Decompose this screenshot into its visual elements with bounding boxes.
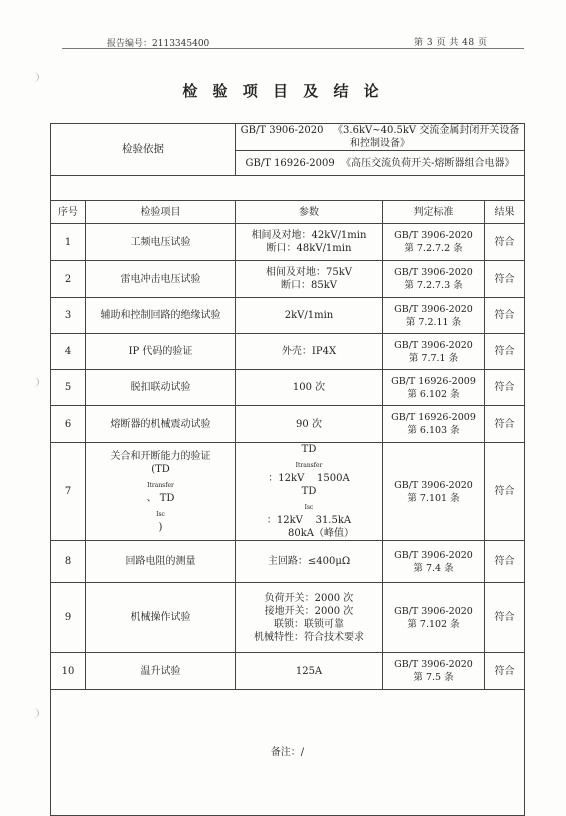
judgement-standard: GB/T 3906-2020 第 7.7.1 条 <box>383 334 485 370</box>
result: 符合 <box>485 541 525 583</box>
remarks: 备注：/ <box>51 690 525 816</box>
header-rule <box>62 48 524 49</box>
test-item: IP 代码的验证 <box>86 334 236 370</box>
judgement-standard: GB/T 16926-2009 第 6.102 条 <box>383 370 485 406</box>
table-row <box>51 406 525 443</box>
col-header-item: 检验项目 <box>86 201 236 224</box>
test-params: 100 次 <box>236 370 383 406</box>
table-row <box>51 541 525 583</box>
judgement-standard: GB/T 3906-2020 第 7.2.7.2 条 <box>383 224 485 261</box>
spacer-row <box>51 176 525 201</box>
result: 符合 <box>485 298 525 334</box>
judgement-standard: GB/T 3906-2020 第 7.2.7.3 条 <box>383 261 485 298</box>
test-item: 温升试验 <box>86 653 236 690</box>
page-info: 第 3 页 共 48 页 <box>414 38 488 48</box>
judgement-standard: GB/T 3906-2020 第 7.102 条 <box>383 583 485 653</box>
test-params: 外壳：IP4X <box>236 334 383 370</box>
test-item: 关合和开断能力的验证 (TD $_{Itransfer}$ 、 TD $_{Isc}$ ) <box>86 443 236 541</box>
table-row <box>51 653 525 690</box>
test-item: 熔断器的机械震动试验 <box>86 406 236 443</box>
result: 符合 <box>485 653 525 690</box>
test-params: 负荷开关：2000 次 接地开关：2000 次 联锁：联锁可靠 机械特性：符合技术要求 <box>236 583 383 653</box>
result: 符合 <box>485 443 525 541</box>
table-row <box>51 370 525 406</box>
col-header-result: 结果 <box>485 201 525 224</box>
test-params: 相间及对地：42kV/1min 断口：48kV/1min <box>236 224 383 261</box>
test-params: 主回路：≤400μΩ <box>236 541 383 583</box>
test-item: 回路电阻的测量 <box>86 541 236 583</box>
table-row <box>51 583 525 653</box>
report-number: 报告编号：2113345400 <box>107 39 210 49</box>
table-row <box>51 261 525 298</box>
inspection-table <box>50 123 525 816</box>
judgement-standard: GB/T 16926-2009 第 6.103 条 <box>383 406 485 443</box>
basis-standard: GB/T 3906-2020 《3.6kV~40.5kV 交流金属封闭开关设备和控制设备》 <box>236 124 525 151</box>
binding-hole-mark <box>28 377 39 387</box>
result: 符合 <box>485 261 525 298</box>
row-number: 8 <box>51 541 86 583</box>
col-header-params: 参数 <box>236 201 383 224</box>
judgement-standard: GB/T 3906-2020 第 7.101 条 <box>383 443 485 541</box>
test-params: 90 次 <box>236 406 383 443</box>
test-item: 雷电冲击电压试验 <box>86 261 236 298</box>
table-row <box>51 298 525 334</box>
result: 符合 <box>485 406 525 443</box>
page-title: 检 验 项 目 及 结 论 <box>182 82 384 100</box>
test-item: 辅助和控制回路的绝缘试验 <box>86 298 236 334</box>
basis-label: 检验依据 <box>51 124 236 176</box>
table-row <box>51 224 525 261</box>
column-header-row <box>51 201 525 224</box>
basis-row <box>51 124 525 151</box>
row-number: 5 <box>51 370 86 406</box>
test-item: 脱扣联动试验 <box>86 370 236 406</box>
judgement-standard: GB/T 3906-2020 第 7.5 条 <box>383 653 485 690</box>
row-number: 3 <box>51 298 86 334</box>
row-number: 1 <box>51 224 86 261</box>
row-number: 6 <box>51 406 86 443</box>
row-number: 4 <box>51 334 86 370</box>
judgement-standard: GB/T 3906-2020 第 7.4 条 <box>383 541 485 583</box>
result: 符合 <box>485 370 525 406</box>
row-number: 10 <box>51 653 86 690</box>
result: 符合 <box>485 334 525 370</box>
row-number: 2 <box>51 261 86 298</box>
binding-hole-mark <box>28 708 39 718</box>
col-header-no: 序号 <box>51 201 86 224</box>
test-params: 2kV/1min <box>236 298 383 334</box>
col-header-standard: 判定标准 <box>383 201 485 224</box>
test-params: TD $_{Itransfer}$ ：12kV 1500A TD $_{Isc}$ ：12kV 31.5kA 80kA（峰值） <box>236 443 383 541</box>
basis-standard: GB/T 16926-2009 《高压交流负荷开关-熔断器组合电器》 <box>236 151 525 176</box>
table-row <box>51 443 525 541</box>
test-item: 机械操作试验 <box>86 583 236 653</box>
result: 符合 <box>485 224 525 261</box>
judgement-standard: GB/T 3906-2020 第 7.2.11 条 <box>383 298 485 334</box>
row-number: 9 <box>51 583 86 653</box>
test-params: 相间及对地：75kV 断口：85kV <box>236 261 383 298</box>
result: 符合 <box>485 583 525 653</box>
row-number: 7 <box>51 443 86 541</box>
test-params: 125A <box>236 653 383 690</box>
table-row <box>51 334 525 370</box>
remarks-row <box>51 690 525 816</box>
test-item: 工频电压试验 <box>86 224 236 261</box>
